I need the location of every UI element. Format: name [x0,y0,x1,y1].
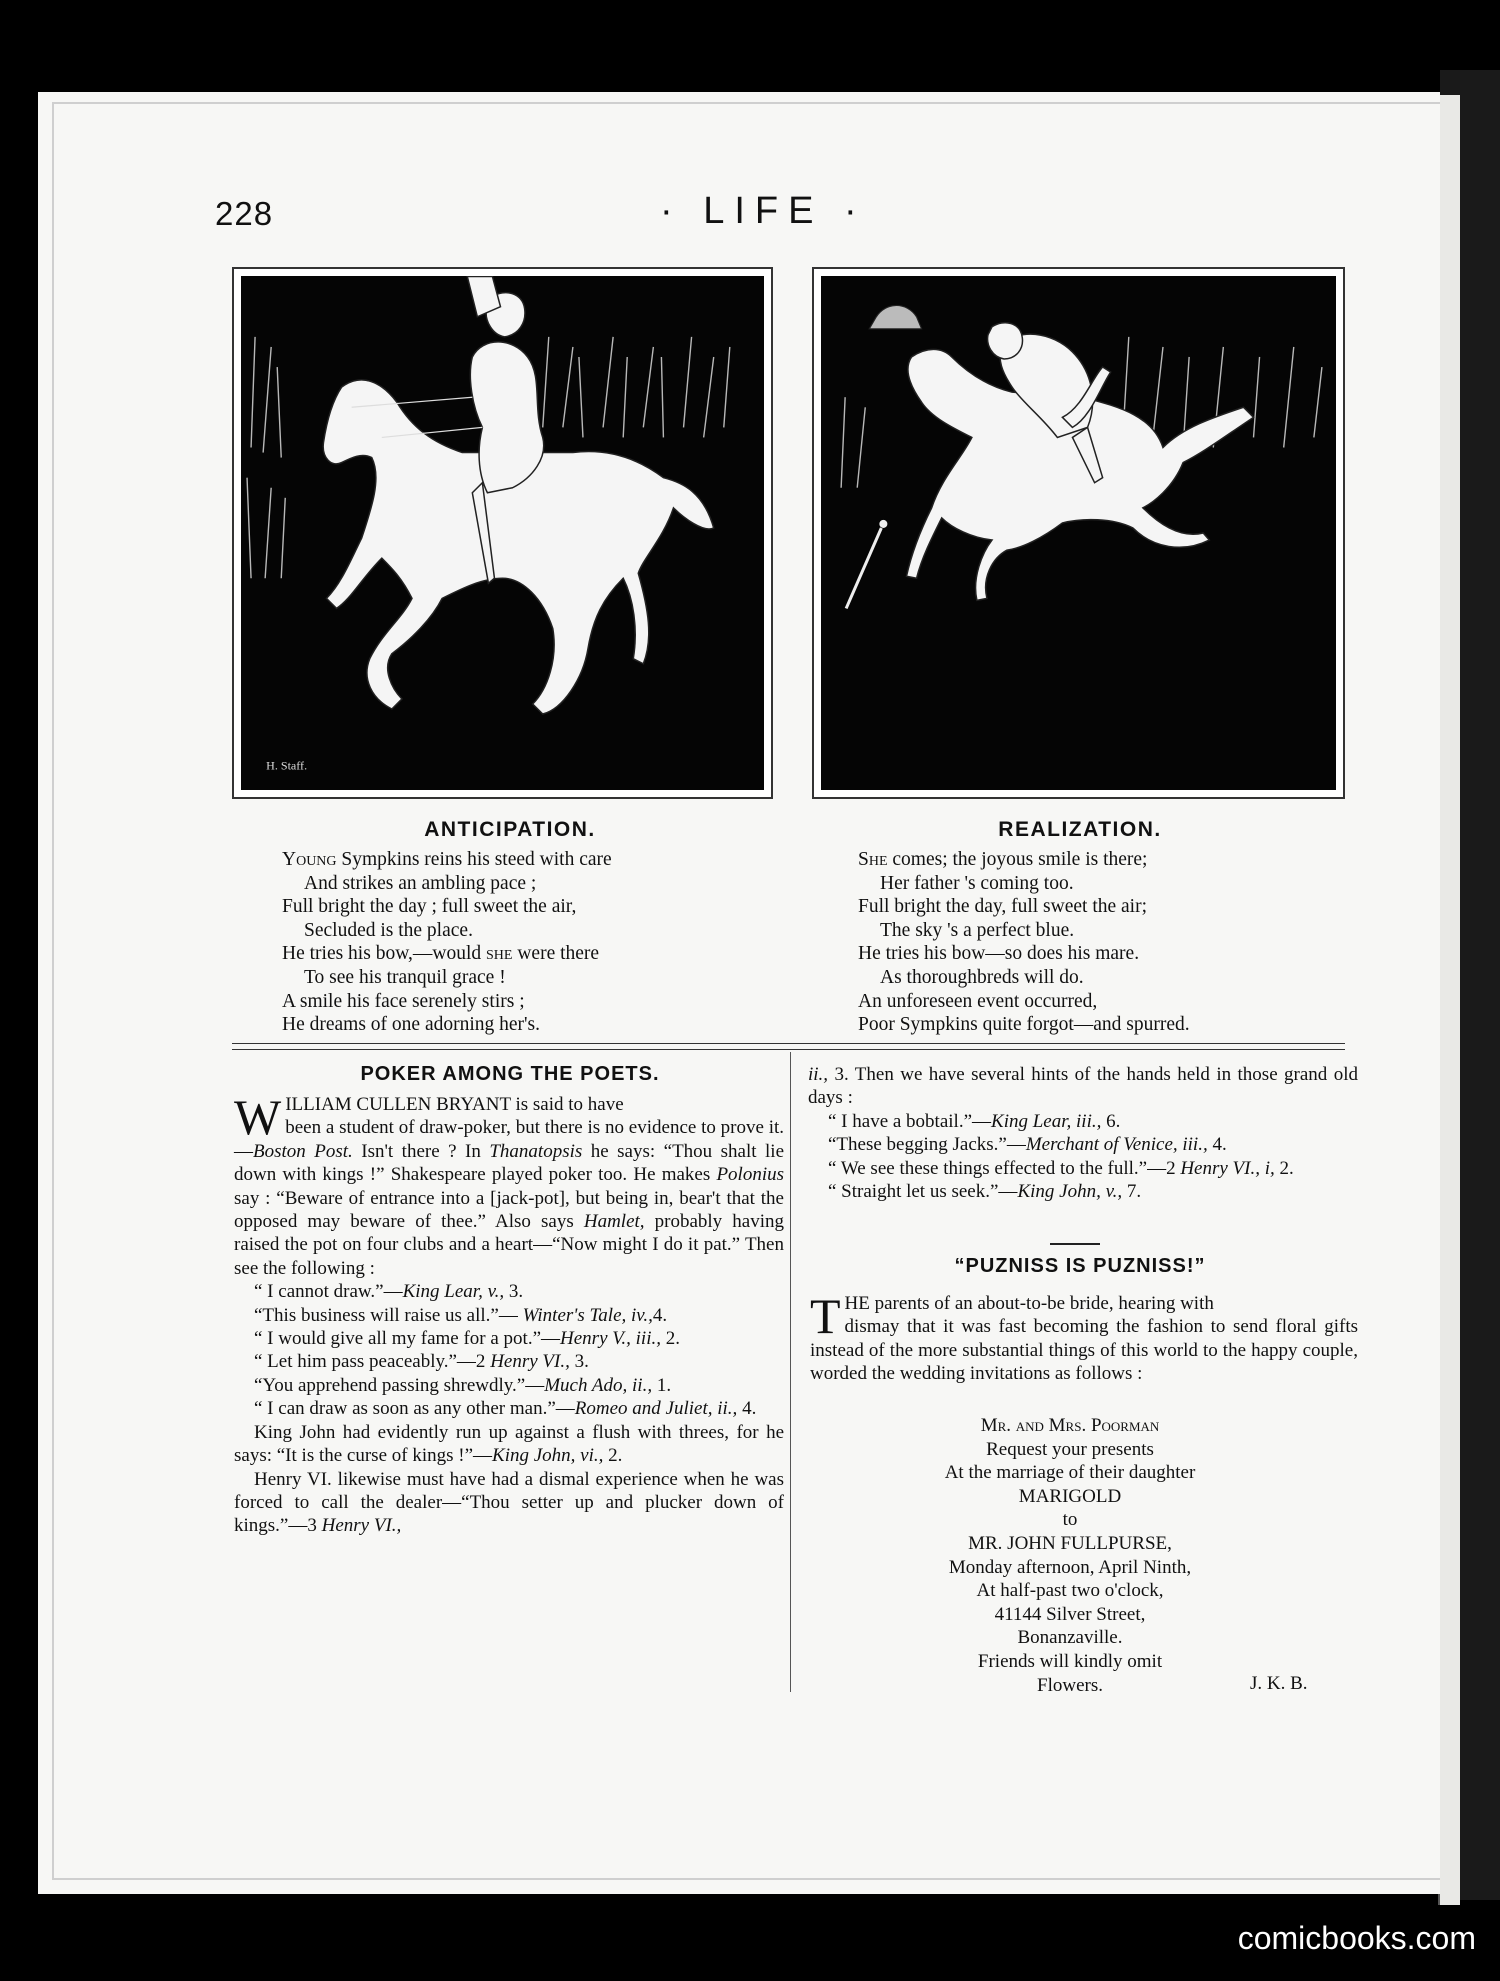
quote-line: “These begging Jacks.”—Merchant of Venice, iii., 4. [828,1134,1227,1156]
poem-line: He tries his bow—so does his mare. [858,943,1140,965]
invitation-line: At half-past two o'clock, [976,1580,1164,1602]
poem-line: An unforeseen event occurred, [858,990,1098,1012]
masthead: · LIFE · [660,190,867,232]
poem-line: Her father 's coming too. [880,872,1074,894]
quote-line: “ Let him pass peaceably.”—2 Henry VI., 3. [254,1351,589,1373]
poem-line: As thoroughbreds will do. [880,966,1084,988]
poem-line: The sky 's a perfect blue. [880,919,1075,941]
invitation-line: Bonanzaville. [1017,1627,1123,1649]
quote-line: “ I cannot draw.”—King Lear, v., 3. [254,1281,524,1303]
drop-cap: T [810,1288,841,1344]
poker-title: POKER AMONG THE POETS. [360,1063,660,1085]
poem-line: And strikes an ambling pace ; [304,872,537,894]
short-rule [1050,1243,1100,1245]
invitation-line: Friends will kindly omit [977,1650,1163,1672]
quote-line: “You apprehend passing shrewdly.”—Much Ado, ii., 1. [254,1374,672,1396]
poem-line: Full bright the day, full sweet the air; [858,896,1148,918]
article-signature: J. K. B. [1250,1673,1308,1694]
invitation-line: Request your presents [986,1438,1154,1460]
quote-line: “This business will raise us all.”— Winter's Tale, iv.,4. [254,1304,668,1326]
invitation-line: MR. JOHN FULLPURSE, [968,1532,1172,1554]
poem-line: Young Sympkins reins his steed with care [282,849,612,870]
invitation-line: At the marriage of their daughter [944,1462,1196,1484]
drop-cap: W [234,1089,282,1145]
poem-line: He dreams of one adorning her's. [282,1014,541,1036]
poem-line: She comes; the joyous smile is there; [858,849,1148,870]
poker-paragraph: ii., 3. Then we have several hints of the hands held in those grand old days : [808,1064,1358,1109]
page-number: 228 [215,195,274,232]
realization-title: REALIZATION. [998,818,1162,841]
invitation-line: MARIGOLD [1018,1485,1122,1507]
column-divider [790,1052,791,1692]
poem-line: Poor Sympkins quite forgot—and spurred. [858,1014,1190,1036]
poker-paragraph: Henry VI. likewise must have had a dismal experience when he was forced to call the dealer—“Thou setter up and plucker down of kings.”—3 Henry VI., [234,1468,784,1537]
next-page-edge [1438,95,1460,1905]
illustration-anticipation [232,267,773,799]
puzniss-title: “PUZNISS IS PUZNISS!” [954,1255,1206,1277]
horse-rider-falling-icon [821,276,1336,790]
puzniss-article [810,1288,1359,1386]
invitation-line: Monday afternoon, April Ninth, [948,1556,1192,1578]
anticipation-title: ANTICIPATION. [424,818,596,841]
divider-rule [232,1043,1345,1044]
poker-paragraph: King John had evidently run up against a flush with threes, for he says: “It is the curse of kings !”—King John, vi., 2. [234,1421,784,1467]
invitation-line: Flowers. [1037,1674,1103,1696]
invitation-line: to [1062,1509,1078,1531]
poem-line: To see his tranquil grace ! [304,966,506,988]
poem-line: A smile his face serenely stirs ; [282,990,525,1012]
poker-article [234,1089,785,1538]
quote-line: “ I would give all my fame for a pot.”—Henry V., iii., 2. [254,1328,680,1350]
quote-line: “ Straight let us seek.”—King John, v., 7. [828,1181,1142,1203]
anticipation-poem [282,848,742,1037]
poem-line: Full bright the day ; full sweet the air, [282,896,577,918]
quote-line: “ I can draw as soon as any other man.”—Romeo and Juliet, ii., 4. [254,1398,757,1420]
watermark: comicbooks.com [1237,1920,1476,1956]
illustration-signature: H. Staff. [266,758,308,773]
poker-paragraph: WILLIAM CULLEN BRYANT is said to have been a student of draw-poker, but there is no evidence to prove it.—Boston Post. Isn't there ? In Thanatopsis he says: “Thou shalt lie down with kings !” Shakespeare played poker too. He makes Polonius say : “Beware of entrance into a [jack-pot], but being in, bear't that the opposed may beware of thee.” Also says Hamlet, probably having raised the pot on four clubs and a heart—“Now might I do it pat.” Then see the following : [234,1089,785,1279]
divider-rule [232,1049,1345,1050]
poker-article-continued [808,1063,1358,1203]
realization-poem [858,848,1338,1037]
quote-line: “ I have a bobtail.”—King Lear, iii., 6. [828,1110,1121,1132]
horse-rider-tipping-hat-icon [241,276,764,790]
poem-line: He tries his bow,—would she were there [282,943,600,965]
illustration-realization [812,267,1345,799]
puzniss-paragraph: THE parents of an about-to-be bride, hearing with dismay that it was fast becoming the fashion to send floral gifts instead of the more substantial things of this world to the happy couple, worded the wedding invitations as follows : [810,1288,1359,1385]
invitation-line: 41144 Silver Street, [994,1603,1146,1625]
wedding-invitation [860,1414,1280,1697]
quote-line: “ We see these things effected to the full.”—2 Henry VI., i, 2. [828,1157,1294,1179]
poem-line: Secluded is the place. [304,919,473,941]
invitation-line: Mr. and Mrs. Poorman [980,1415,1160,1436]
